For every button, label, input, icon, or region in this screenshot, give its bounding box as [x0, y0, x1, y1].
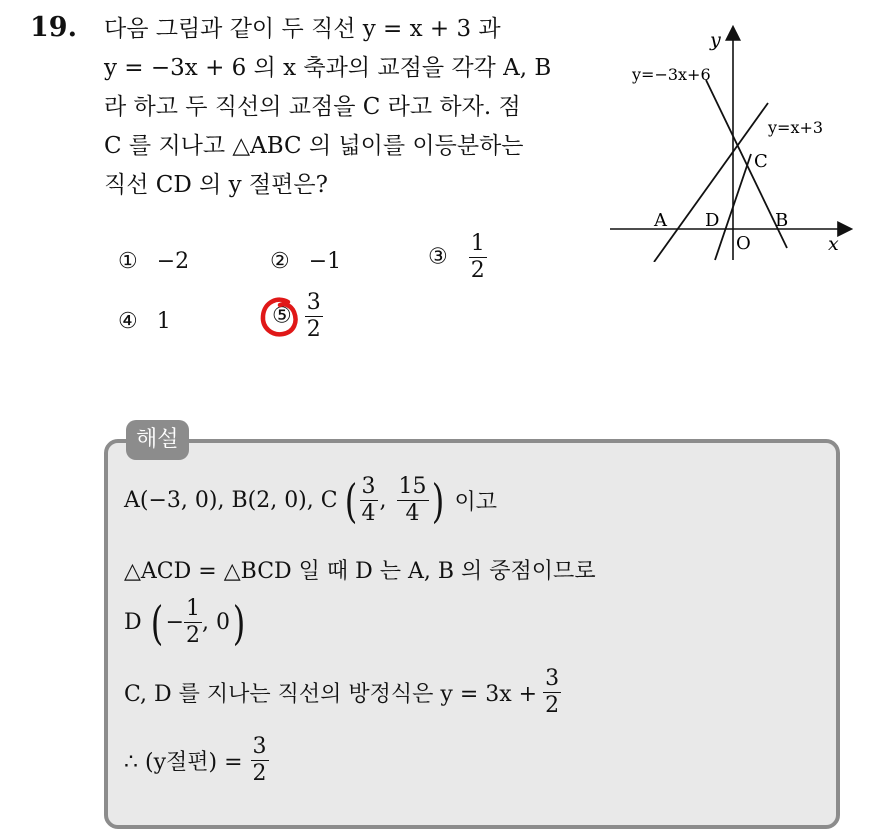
sol3-frac-den: 2	[186, 623, 201, 648]
solution-line-5	[124, 736, 269, 785]
choice-2[interactable]	[270, 249, 341, 274]
answer-circle-mark	[258, 294, 302, 340]
solution-line-2: △ACD = △BCD 일 때 D 는 A, B 의 중점이므로	[124, 559, 596, 584]
choice-3-mark: ③	[428, 244, 448, 270]
solution-line-1	[124, 473, 498, 528]
choice-3-numerator: 1	[470, 231, 485, 256]
choice-5-fraction	[305, 292, 323, 341]
line-y-eq-x-plus-3	[654, 103, 768, 262]
sol1-frac1-num: 3	[361, 474, 376, 499]
sol1-frac2	[397, 476, 429, 525]
point-a-label: A	[654, 210, 667, 231]
y-axis-label: y	[710, 29, 721, 51]
choice-3-fraction	[469, 233, 487, 282]
choice-4[interactable]	[118, 309, 171, 334]
sol1-frac1-den: 4	[361, 501, 376, 526]
sol3-sign: −	[165, 610, 185, 635]
sol3-frac-num: 1	[186, 596, 201, 621]
choice-4-mark: ④	[118, 309, 138, 334]
sol3-pre: D	[124, 610, 142, 635]
sol3-frac	[184, 598, 202, 647]
choice-5-mark: ⑤	[272, 303, 292, 329]
origin-label: O	[736, 233, 751, 254]
point-b-label: B	[775, 210, 789, 231]
solution-tag: 해설	[126, 420, 189, 460]
solution-line-4	[124, 668, 561, 717]
choice-1[interactable]	[118, 249, 189, 274]
sol4-frac	[543, 668, 561, 717]
point-c-label: C	[754, 151, 768, 172]
choice-3[interactable]	[428, 233, 487, 282]
sol1-lparen: (	[344, 473, 357, 528]
sol3-post: , 0	[202, 610, 231, 635]
question-line-3: 라 하고 두 직선의 교점을 C 라고 하자. 점	[104, 94, 521, 120]
label-line2: y=x+3	[768, 118, 824, 137]
x-axis-label: x	[828, 233, 839, 255]
sol1-frac1	[360, 476, 378, 525]
sol3-lparen: (	[150, 595, 163, 650]
sol5-frac	[251, 736, 269, 785]
sol1-post: 이고	[454, 490, 498, 515]
question-number: 19.	[30, 12, 77, 43]
question-line-4: C 를 지나고 △ABC 의 넓이를 이등분하는	[104, 133, 524, 159]
choice-1-mark: ①	[118, 249, 138, 274]
question-line-2: y = −3x + 6 의 x 축과의 교점을 각각 A, B	[104, 55, 552, 81]
choice-2-value: −1	[308, 249, 342, 274]
sol4-frac-den: 2	[545, 693, 560, 718]
sol3-rparen: )	[232, 595, 246, 650]
question-line-1: 다음 그림과 같이 두 직선 y = x + 3 과	[104, 16, 501, 42]
sol1-frac2-den: 4	[405, 501, 420, 526]
sol1-frac2-num: 15	[398, 474, 427, 499]
sol5-pre: ∴ (y절편) =	[124, 750, 243, 775]
sol4-pre: C, D 를 지나는 직선의 방정식은 y = 3x +	[124, 682, 538, 707]
question-line-5: 직선 CD 의 y 절편은?	[104, 172, 328, 198]
choice-4-value: 1	[156, 309, 171, 334]
solution-line-3	[124, 595, 248, 650]
choice-2-mark: ②	[270, 249, 290, 274]
sol5-frac-num: 3	[252, 734, 267, 759]
choice-1-value: −2	[156, 249, 190, 274]
sol4-frac-num: 3	[545, 666, 560, 691]
sol1-pre: A(−3, 0), B(2, 0), C	[124, 488, 338, 513]
point-d-label: D	[705, 210, 720, 231]
label-line1: y=−3x+6	[632, 65, 711, 84]
choice-3-denominator: 2	[470, 258, 485, 283]
coordinate-graph	[606, 22, 856, 262]
sol5-frac-den: 2	[252, 761, 267, 786]
sol1-comma: ,	[379, 488, 387, 513]
choice-5-denominator: 2	[306, 317, 321, 342]
sol1-rparen: )	[431, 473, 444, 528]
choice-5-numerator: 3	[306, 290, 321, 315]
